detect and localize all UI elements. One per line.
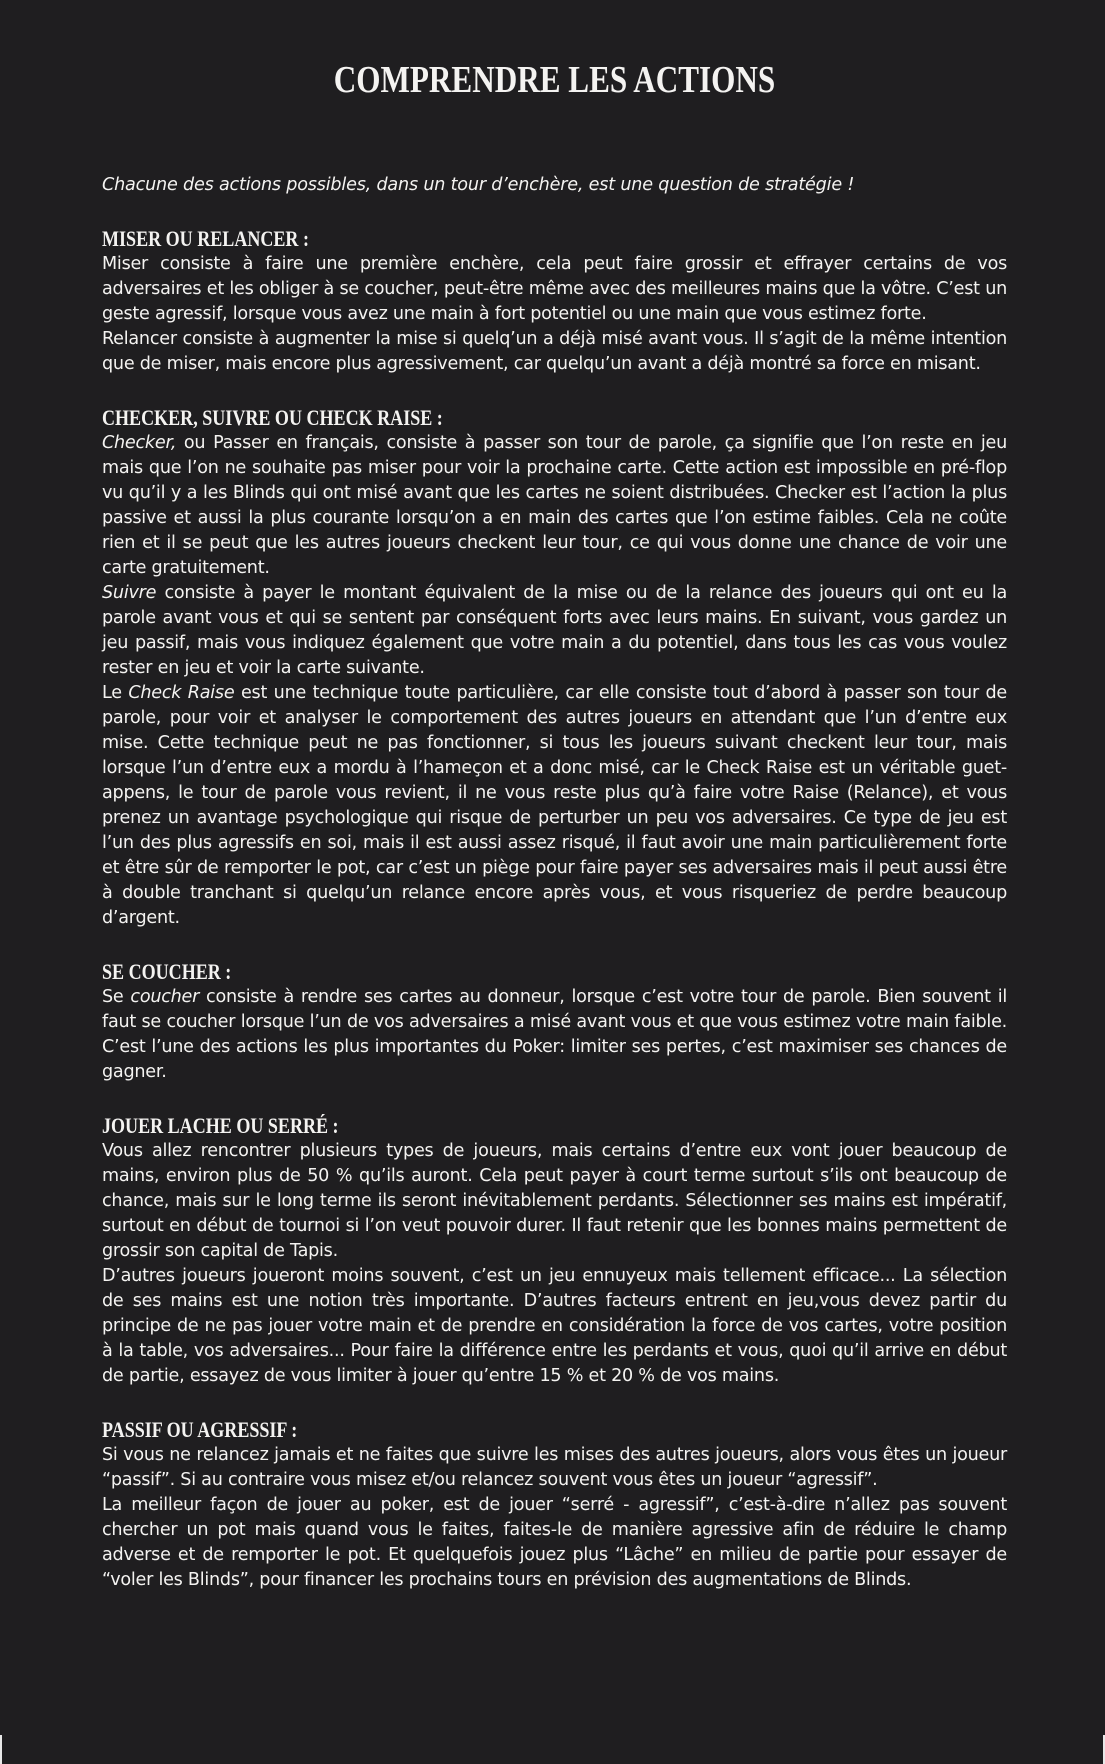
document-page (102, 56, 1007, 1621)
paragraph (102, 431, 1007, 581)
section-miser (102, 226, 1007, 377)
paragraph (102, 252, 1007, 327)
paragraph (102, 1443, 1007, 1493)
emphasis-term: coucher (130, 987, 200, 1007)
paragraph (102, 581, 1007, 681)
paragraph (102, 1264, 1007, 1389)
paragraph (102, 985, 1007, 1085)
paragraph-text: consiste à rendre ses cartes au donneur, lorsque c’est votre tour de parole. Bien souvent il faut se coucher lorsque l’un de vos adversaires a misé avant vous et que vous estimez votre main faible. C’est l’une des actions les plus importantes du Poker: limiter ses pertes, c’est maximiser ses chances de gagner. (102, 987, 1007, 1082)
paragraph-text: Vous allez rencontrer plusieurs types de joueurs, mais certains d’entre eux vont jouer beaucoup de mains, environ plus de 50 % qu’ils auront. Cela peut payer à court terme surtout s’ils ont beaucoup de chance, mais sur le long terme ils seront inévitablement perdants. Sélectionner ses mains est impératif, surtout en début de tournoi si l’on veut pouvoir durer. Il faut retenir que les bonnes mains permettent de grossir son capital de Tapis. (102, 1141, 1007, 1261)
paragraph-text: consiste à payer le montant équivalent de la mise ou de la relance des joueurs qui ont eu la parole avant vous et qui se sentent par conséquent forts avec leurs mains. En suivant, vous gardez un jeu passif, mais vous indiquez également que votre main a du potentiel, dans tous les cas vous voulez rester en jeu et voir la carte suivante. (102, 583, 1007, 678)
section-heading: PASSIF OU AGRESSIF : (102, 1417, 298, 1442)
paragraph (102, 1493, 1007, 1593)
page-title: COMPRENDRE LES ACTIONS (333, 59, 776, 101)
section-lache-serre (102, 1113, 1007, 1389)
intro-text: Chacune des actions possibles, dans un tour d’enchère, est une question de stratégie ! (102, 175, 855, 195)
section-heading: CHECKER, SUIVRE OU CHECK RAISE : (102, 405, 443, 430)
emphasis-term: Check Raise (128, 683, 235, 703)
paragraph-text: ou Passer en français, consiste à passer son tour de parole, ça signifie que l’on reste en jeu mais que l’on ne souhaite pas miser pour voir la prochaine carte. Cette action est impossible en pré-flop vu qu’il y a les Blinds qui ont misé avant que les cartes ne soient distribuées. Checker est l’action la plus passive et aussi la plus courante lorsqu’on a en main des cartes que l’on estime faibles. Cela ne coûte rien et il se peut que les autres joueurs checkent leur tour, ce qui vous donne une chance de voir une carte gratuitement. (102, 433, 1007, 578)
page-edge-left (0, 1735, 2, 1764)
paragraph-prefix: Se (102, 987, 131, 1007)
emphasis-term: Suivre (102, 583, 157, 603)
paragraph (102, 1139, 1007, 1264)
paragraph-prefix: Le (102, 683, 129, 703)
section-heading: SE COUCHER : (102, 959, 232, 984)
section-coucher (102, 959, 1007, 1085)
paragraph-text: Relancer consiste à augmenter la mise si quelq’un a déjà misé avant vous. Il s’agit de la même intention que de miser, mais encore plus agressivement, car quelqu’un avant a déjà montré sa force en misant. (102, 329, 1007, 374)
section-checker (102, 405, 1007, 931)
paragraph-text: La meilleur façon de jouer au poker, est de jouer “serré - agressif”, c’est-à-dire n’allez pas souvent chercher un pot mais quand vous le faites, faites-le de manière agressive afin de réduire le champ adverse et de remporter le pot. Et quelquefois jouez plus “Lâche” en milieu de partie pour essayer de “voler les Blinds”, pour financer les prochains tours en prévision des augmentations de Blinds. (102, 1495, 1007, 1590)
paragraph-text: Si vous ne relancez jamais et ne faites que suivre les mises des autres joueurs, alors vous êtes un joueur “passif”. Si au contraire vous misez et/ou relancez souvent vous êtes un joueur “agressif”. (102, 1445, 1007, 1490)
section-passif-agressif (102, 1417, 1007, 1593)
paragraph (102, 327, 1007, 377)
emphasis-term: Checker, (102, 433, 177, 453)
paragraph (102, 681, 1007, 931)
paragraph-text: est une technique toute particulière, car elle consiste tout d’abord à passer son tour de parole, pour voir et analyser le comportement des autres joueurs en attendant que l’un d’entre eux mise. Cette technique peut ne pas fonctionner, si tous les joueurs suivant checkent leur tour, mais lorsque l’un d’entre eux a mordu à l’hameçon et a donc misé, car le Check Raise est un véritable guet-appens, le tour de parole vous revient, il ne vous reste plus qu’à faire votre Raise (Relance), et vous prenez un avantage psychologique qui risque de perturber un peu vos adversaires. Ce type de jeu est l’un des plus agressifs en soi, mais il est aussi assez risqué, il faut avoir une main particulièrement forte et être sûr de remporter le pot, car c’est un piège pour faire payer ses adversaires mais il peut aussi être à double tranchant si quelqu’un relance encore après vous, et vous risqueriez de perdre beaucoup d’argent. (102, 683, 1007, 928)
section-heading: MISER OU RELANCER : (102, 226, 309, 251)
section-heading: JOUER LACHE OU SERRÉ : (102, 1113, 339, 1138)
paragraph-text: Miser consiste à faire une première enchère, cela peut faire grossir et effrayer certains de vos adversaires et les obliger à se coucher, peut-être même avec des meilleures mains que la vôtre. C’est un geste agressif, lorsque vous avez une main à fort potentiel ou une main que vous estimez forte. (102, 254, 1007, 324)
paragraph-text: D’autres joueurs joueront moins souvent, c’est un jeu ennuyeux mais tellement efficace... La sélection de ses mains est une notion très importante. D’autres facteurs entrent en jeu,vous devez partir du principe de ne pas jouer votre main et de prendre en considération la force de vos cartes, votre position à la table, vos adversaires... Pour faire la différence entre les perdants et vous, quoi qu’il arrive en début de partie, essayez de vous limiter à jouer qu’entre 15 % et 20 % de vos mains. (102, 1266, 1007, 1386)
